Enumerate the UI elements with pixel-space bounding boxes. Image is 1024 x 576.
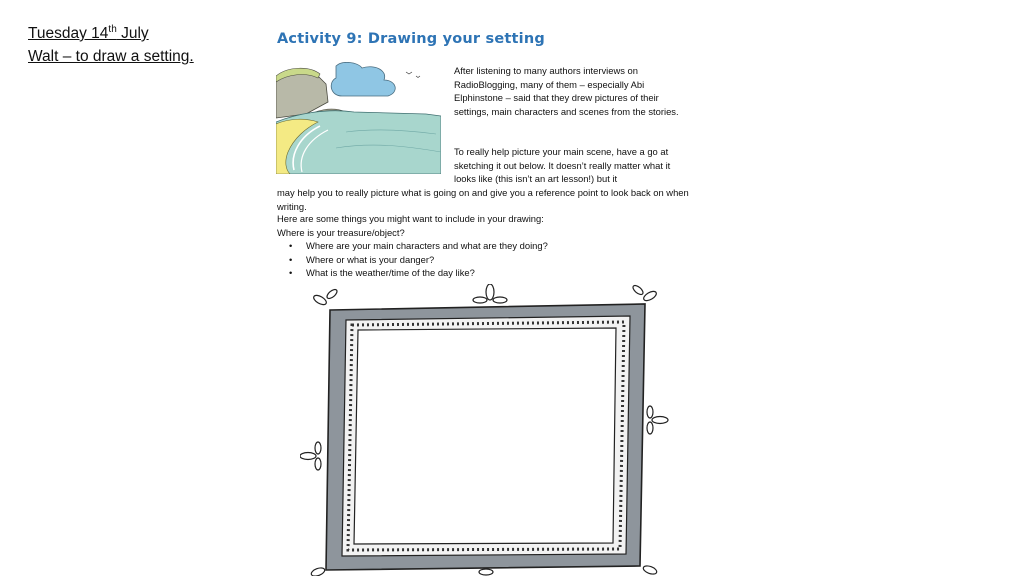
lesson-walt: Walt – to draw a setting. bbox=[28, 48, 194, 65]
help-paragraph-part2: may help you to really picture what is going on and give you a reference point to look back on when writing. bbox=[277, 187, 689, 212]
drawing-frame[interactable] bbox=[300, 284, 670, 576]
activity-sheet bbox=[270, 22, 710, 576]
prompt-list bbox=[277, 239, 697, 280]
activity-title: Activity 9: Drawing your setting bbox=[277, 31, 545, 47]
list-item: • Where or what is your danger? bbox=[277, 253, 697, 267]
include-intro: Here are some things you might want to include in your drawing: bbox=[277, 213, 544, 224]
intro-paragraph: After listening to many authors interviews on RadioBlogging, many of them – especially Abi Elphinstone – said that they drew pictures of their settings, main characters and scenes from the stories. bbox=[454, 65, 679, 117]
lesson-header bbox=[28, 22, 194, 68]
list-item: • Where are your main characters and what are they doing? bbox=[277, 239, 697, 253]
coastal-scene-illustration bbox=[276, 62, 441, 174]
treasure-question: Where is your treasure/object? bbox=[277, 227, 405, 238]
help-paragraph-part1: To really help picture your main scene, have a go at sketching it out below. It doesn’t really matter what it looks like (this isn’t an art lesson!) but it bbox=[454, 146, 671, 185]
list-item: • What is the weather/time of the day like? bbox=[277, 266, 697, 280]
lesson-date: Tuesday 14th July bbox=[28, 24, 149, 42]
